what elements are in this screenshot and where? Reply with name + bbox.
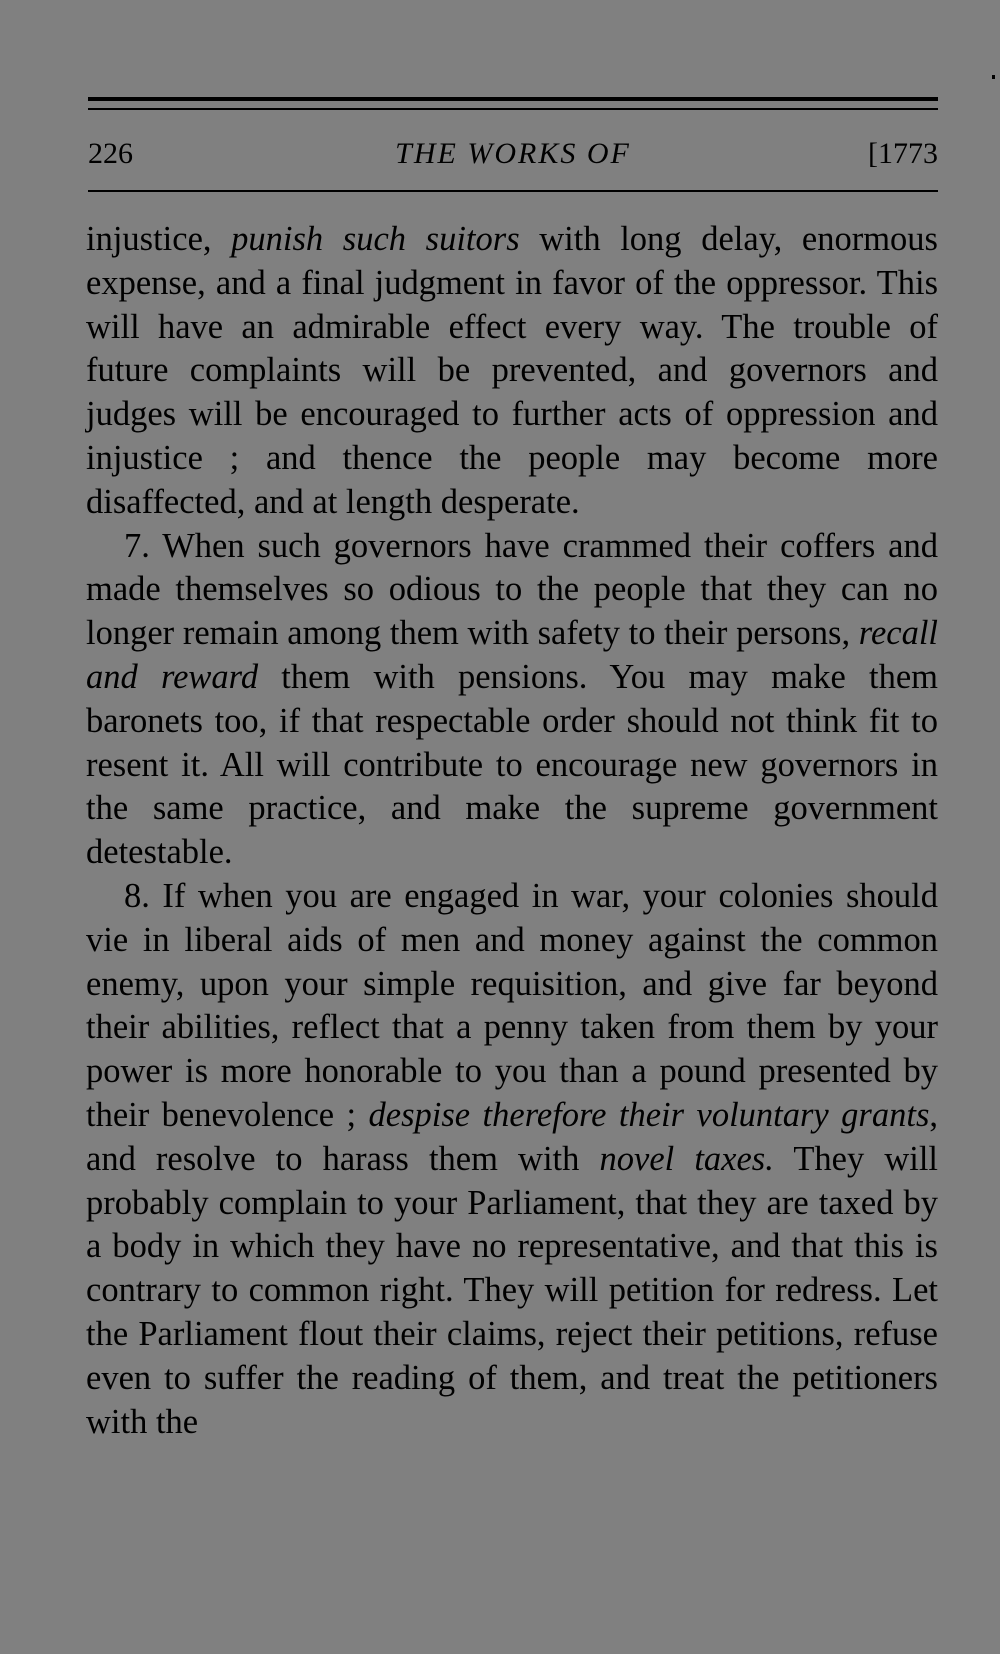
running-title: THE WORKS OF	[395, 137, 631, 170]
paragraph-3	[86, 875, 938, 1444]
page-number: 226	[88, 137, 133, 170]
body-text	[86, 218, 938, 1444]
text-segment: them with pensions. You may make them baronets too, if that respectable order should not think fit to resent it. All will contribute to encourage new governors in the same practice, and make the supreme government detestable.	[86, 657, 938, 872]
header-rule-thin	[88, 108, 938, 110]
header-underline-rule	[88, 190, 938, 192]
text-segment: , and resolve to harass them with	[86, 1095, 938, 1178]
text-segment: 8. If when you are engaged in war, your colonies should vie in liberal aids of men and money against the common enemy, upon your simple requisition, and give far beyond their abilities, reflect that a penny taken from them by your power is more honorable to you than a pound presented by their benevolence ;	[86, 876, 938, 1134]
paragraph-1	[86, 218, 938, 525]
text-segment: 7. When such governors have crammed their coffers and made themselves so odious to the people that they can no longer remain among them with safety to their persons,	[86, 526, 938, 653]
year-mark: [1773	[868, 137, 938, 170]
running-header	[88, 132, 938, 176]
margin-speck	[992, 75, 995, 79]
italic-segment: novel taxes.	[599, 1139, 774, 1178]
header-rule-thick	[88, 97, 938, 101]
text-segment: with long delay, enormous expense, and a final judgment in favor of the oppressor. This will have an admirable effect every way. The trouble of future complaints will be prevented, and governors and judges will be encouraged to further acts of oppression and injustice ; and thence the people may become more disaffected, and at length desperate.	[86, 220, 938, 521]
italic-segment: recall and reward	[86, 614, 938, 696]
text-segment: injustice,	[86, 220, 232, 258]
italic-segment: punish such suitors	[231, 220, 520, 258]
italic-segment: despise therefore their voluntary grants	[368, 1095, 930, 1134]
text-segment: They will probably complain to your Parliament, that they are taxed by a body in which they have no representative, and that this is contrary to common right. They will petition for redress. Let the Parliament flout their claims, reject their petitions, refuse even to suffer the reading of them, and treat the petitioners with the	[86, 1139, 939, 1441]
paragraph-2	[86, 525, 938, 875]
